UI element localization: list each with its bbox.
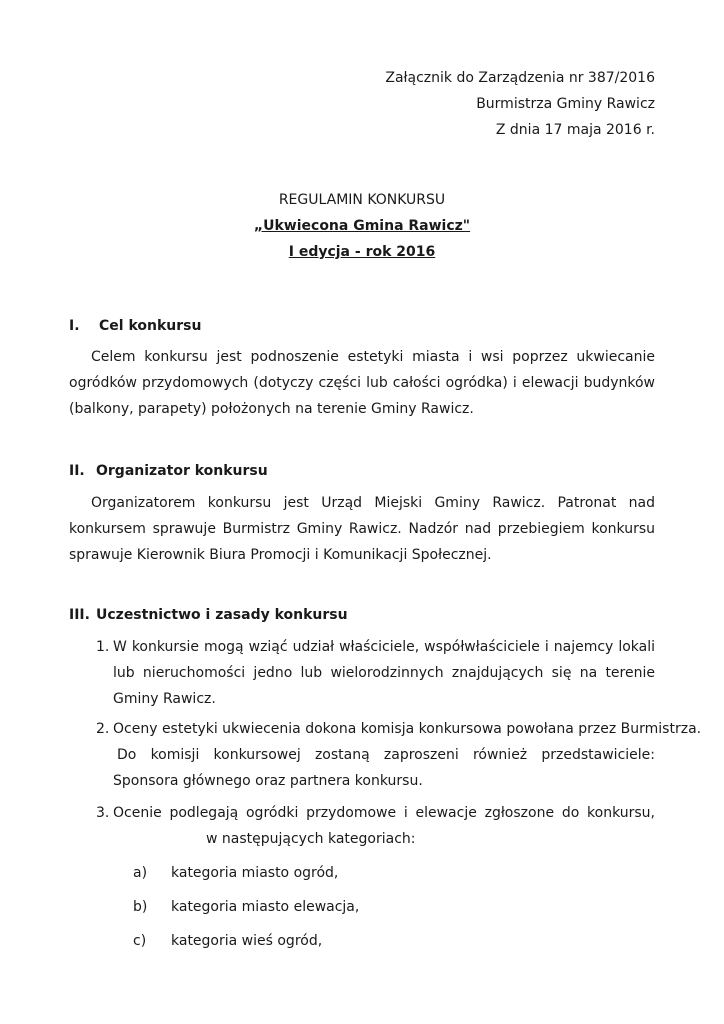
- list-item-3-text-continued: w następujących kategoriach:: [206, 831, 416, 847]
- subitem-c-text: kategoria wieś ogród,: [171, 933, 323, 949]
- subitem-a-text: kategoria miasto ogród,: [171, 865, 339, 881]
- list-item-2-text: Oceny estetyki ukwiecenia dokona komisja konkursowa powołana przez Burmistrza.: [113, 721, 702, 737]
- document-title: REGULAMIN KONKURSU: [278, 192, 446, 208]
- section-1-number: I.: [69, 318, 80, 334]
- list-item-1-number: 1.: [96, 639, 110, 655]
- attachment-line-1: Załącznik do Zarządzenia nr 387/2016: [385, 70, 655, 86]
- subitem-c-letter: c): [133, 933, 147, 949]
- edition-line: I edycja - rok 2016: [288, 244, 436, 260]
- contest-name: „Ukwiecona Gmina Rawicz": [253, 218, 471, 234]
- section-3-number: III.: [69, 607, 90, 623]
- section-1-body: Celem konkursu jest podnoszenie estetyki miasta i wsi poprzez ukwiecanie ogródków przydomowych (dotyczy części lub całości ogródka) i elewacji budynków (balkony, parapety) położonych na terenie Gminy Rawicz.: [69, 349, 655, 417]
- list-item-3-number: 3.: [96, 805, 110, 821]
- subitem-b-text: kategoria miasto elewacja,: [171, 899, 360, 915]
- section-2-body: Organizatorem konkursu jest Urząd Miejski Gminy Rawicz. Patronat nad konkursem sprawuje Burmistrz Gminy Rawicz. Nadzór nad przebiegiem konkursu sprawuje Kierownik Biura Promocji i Komunikacji Społecznej.: [69, 495, 655, 563]
- section-2-number: II.: [69, 463, 85, 479]
- list-item-3-text: Ocenie podlegają ogródki przydomowe i elewacje zgłoszone do konkursu,: [113, 805, 655, 821]
- attachment-line-3: Z dnia 17 maja 2016 r.: [495, 122, 655, 138]
- section-1-title: Cel konkursu: [99, 318, 202, 334]
- section-2-title: Organizator konkursu: [96, 463, 268, 479]
- list-item-1-text: W konkursie mogą wziąć udział właściciele, współwłaściciele i najemcy lokali lub nieruchomości jedno lub wielorodzinnych znajdujących się na terenie Gminy Rawicz.: [113, 639, 655, 707]
- subitem-b-letter: b): [133, 899, 148, 915]
- attachment-line-2: Burmistrza Gminy Rawicz: [476, 96, 655, 112]
- list-item-2-text-continued: Do komisji konkursowej zostaną zaproszeni również przedstawiciele: Sponsora głównego oraz partnera konkursu.: [113, 747, 655, 789]
- section-3-title: Uczestnictwo i zasady konkursu: [96, 607, 348, 623]
- subitem-a-letter: a): [133, 865, 148, 881]
- list-item-2-number: 2.: [96, 721, 110, 737]
